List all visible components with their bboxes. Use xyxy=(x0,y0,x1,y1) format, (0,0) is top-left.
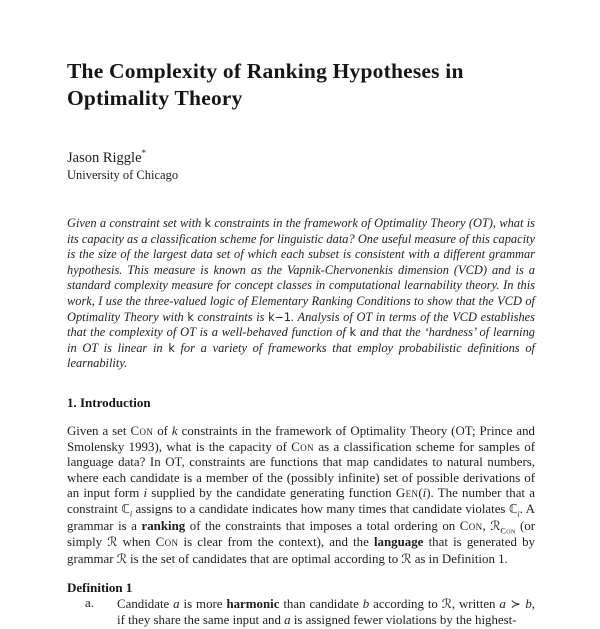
author-affiliation: University of Chicago xyxy=(67,168,179,182)
author-name: Jason Riggle* xyxy=(67,149,147,166)
introduction-paragraph: Given a set Con of k constraints in the framework of Optimality Theory (OT; Prince and Smolensky 1993), what is the capacity of Con as a classification scheme for samples of language data? In OT, constraints are functions that map candidates to natural numbers, where each candidate is a member of the (possibly infinite) set of possible derivations of an input form i supplied by the candidate generating function Gen(i). The number that a constraint ℂ$_i$ assigns to a candidate indicates how many times that candidate violates ℂ$_i$. A grammar is a ranking of the constraints that imposes a total ordering on Con, ℛ$_{Con}$ (or simply ℛ when Con is clear from the context), and the language that is generated by grammar ℛ is the set of candidates that are optimal according to ℛ as in Definition 1. xyxy=(67,423,536,566)
title-line-2: Optimality Theory xyxy=(67,86,243,110)
author-block xyxy=(67,150,535,183)
title-line-1: The Complexity of Ranking Hypotheses in xyxy=(67,59,464,83)
definition-heading: Definition 1 xyxy=(67,580,133,596)
introduction-heading: 1. Introduction xyxy=(67,394,151,410)
definition-item-label: a. xyxy=(85,596,94,611)
abstract-paragraph: Given a constraint set with k constraints in the framework of Optimality Theory (OT), what is its capacity as a classification scheme for linguistic data? One useful measure of this capacity is the size of the largest data set of which each subset is consistent with a different grammar hypothesis. This measure is known as the Vapnik-Chervonenkis dimension (VCD) and is a standard complexity measure for concept classes in computational learnability theory. In this work, I use the three-valued logic of Elementary Ranking Conditions to show that the VCD of Optimality Theory with k constraints is k−1. Analysis of OT in terms of the VCD establishes that the complexity of OT is a well-behaved function of k and that the ‘hardness’ of learning in OT is linear in k for a variety of frameworks that employ probabilistic definitions of learnability. xyxy=(67,216,535,371)
definition-item-text: Candidate a is more harmonic than candidate b according to ℛ, written a ≻ b, if they share the same input and a is assigned fewer violations by the highest- xyxy=(117,596,535,627)
page-title xyxy=(67,58,535,112)
definition-item-a xyxy=(67,596,535,629)
